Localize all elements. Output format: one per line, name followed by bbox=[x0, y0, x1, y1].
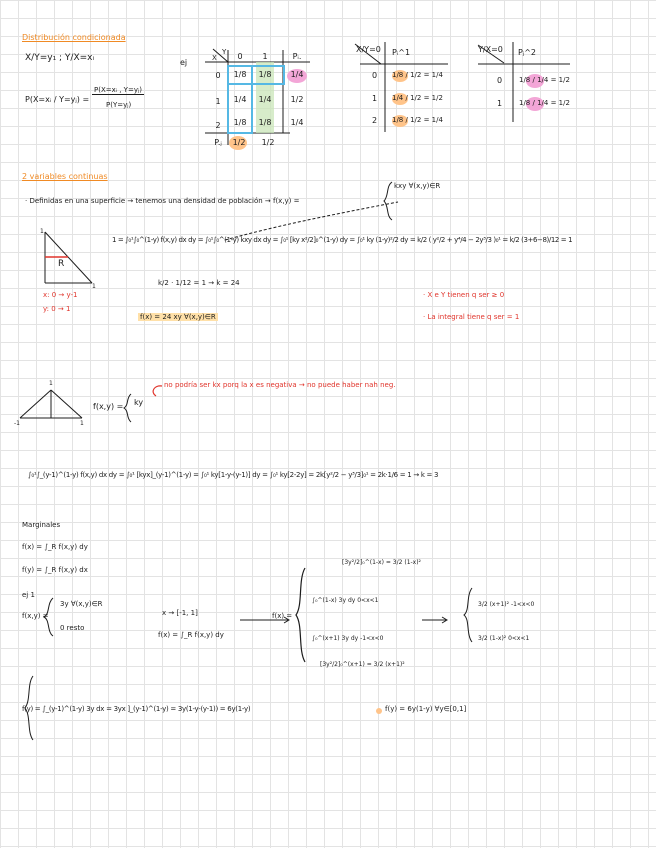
conditional-formula-denominator: P(Y=yⱼ) bbox=[106, 101, 132, 109]
double-integral: 1 = ∫₀¹∫₀^(1-y) f(x,y) dx dy = ∫₀¹∫₀^(1-y) kxy dx dy = ∫₀¹ [ky x²/2]₀^(1-y) dy = ∫₀¹ ky (1-y)²/2 dy = k/2 ( y²/2 + y⁴/4 − 2y³/3 )₀¹ = k/2 (3+6−8)/12 = 1 bbox=[112, 236, 573, 244]
table-cell: 1/8 bbox=[233, 70, 247, 79]
range-y: y: 0 → 1 bbox=[43, 305, 71, 313]
marginal-fx: f(x) = ∫_R f(x,y) dy bbox=[22, 543, 88, 551]
joint-density-case2: 0 resto bbox=[60, 624, 85, 632]
conditional-formula-lhs: P(X=xᵢ / Y=yⱼ) = bbox=[25, 95, 90, 104]
table-cell: 1/8 / 1/2 = 1/4 bbox=[392, 71, 443, 79]
col-header: 1 bbox=[262, 52, 268, 61]
row-label: 0 bbox=[215, 71, 221, 80]
marginal-fy: f(y) = ∫_R f(x,y) dx bbox=[22, 566, 88, 574]
fy-result: f(y) = 6y(1-y) ∀y∈[0,1] bbox=[385, 705, 467, 713]
eval-upper: [3y²/2]₀^(1-x) = 3/2 (1-x)² bbox=[342, 559, 421, 566]
table-cell: 1/4 bbox=[233, 95, 247, 104]
triangle2-label-top: 1 bbox=[49, 380, 53, 387]
triangle-label-top: 1 bbox=[40, 228, 44, 235]
note-positive: · X e Y tienen q ser ≥ 0 bbox=[423, 291, 505, 299]
piece-1: ∫₀^(1-x) 3y dy 0<x<1 bbox=[312, 597, 379, 604]
eval-lower: [3y²/2]₀^(x+1) = 3/2 (x+1)² bbox=[320, 661, 405, 668]
table-cell: 1/8 bbox=[233, 118, 247, 127]
row-label: 2 bbox=[372, 116, 378, 125]
fx-result-2: 3/2 (1-x)² 0<x<1 bbox=[478, 635, 530, 642]
table-cell: 1/4 bbox=[258, 95, 272, 104]
col-header: Pᵢ^1 bbox=[392, 48, 411, 57]
table-cell: 1/4 / 1/2 = 1/2 bbox=[392, 94, 443, 102]
table-corner-x: X bbox=[212, 54, 217, 62]
table-cell: 1/8 / 1/2 = 1/4 bbox=[392, 116, 443, 124]
marginales-title: Marginales bbox=[22, 521, 61, 529]
row-label: 0 bbox=[497, 76, 503, 85]
triangle-region-1 bbox=[45, 232, 92, 283]
joint-density-case1: 3y ∀(x,y)∈R bbox=[60, 600, 103, 608]
example-1-label: ej 1 bbox=[22, 591, 35, 599]
marginal-label: P.ⱼ bbox=[214, 138, 222, 147]
definition-case: kxy ∀(x,y)∈R bbox=[394, 182, 441, 190]
example2-note: no podría ser kx porq la x es negativa → no puede haber nah neg. bbox=[164, 381, 396, 389]
conditional-notation: X/Y=y₁ ; Y/X=xᵢ bbox=[25, 53, 95, 63]
row-label: 0 bbox=[372, 71, 378, 80]
table-cell: 1/2 bbox=[261, 138, 275, 147]
conditional-formula-numerator: P(X=xᵢ , Y=yⱼ) bbox=[94, 86, 142, 94]
fx-result-1: 3/2 (x+1)² -1<x<0 bbox=[478, 601, 535, 608]
col-header: Pⱼ^2 bbox=[518, 48, 537, 57]
table-cell: 1/2 bbox=[232, 138, 246, 147]
table-cell: 1/2 bbox=[290, 95, 304, 104]
section-title-continuous: 2 variables continuas bbox=[22, 172, 108, 181]
row-label: 2 bbox=[215, 121, 221, 130]
piece-2: ∫₀^(x+1) 3y dy -1<x<0 bbox=[312, 635, 384, 642]
example2-case: ky bbox=[134, 398, 144, 407]
example2-integral: ∫₀¹∫_(y-1)^(1-y) f(x,y) dx dy = ∫₀¹ [kyx]_(y-1)^(1-y) = ∫₀¹ ky[1-y-(y-1)] dy = ∫₀¹ ky[2-2y] = 2k[y²/2 − y³/3]₀¹ = 2k·1/6 = 1 → k = 3 bbox=[28, 471, 439, 479]
triangle-label-right: 1 bbox=[92, 283, 96, 290]
fx-integral: f(x) = ∫_R f(x,y) dy bbox=[158, 631, 224, 639]
table-cell: 1/4 bbox=[290, 118, 304, 127]
col-header: Pᵢ. bbox=[292, 52, 302, 61]
density-result: f(x) = 24 xy ∀(x,y)∈R bbox=[140, 313, 216, 321]
table-cell: 1/8 / 1/4 = 1/2 bbox=[519, 99, 570, 107]
table-cell: 1/8 bbox=[258, 70, 272, 79]
triangle-region-2 bbox=[20, 390, 82, 418]
triangle2-label-right: 1 bbox=[80, 420, 84, 427]
row-label: 1 bbox=[497, 99, 503, 108]
example-label: ej bbox=[180, 58, 188, 67]
range-x: x: 0 → y-1 bbox=[43, 291, 78, 299]
k-result: k/2 · 1/12 = 1 → k = 24 bbox=[158, 279, 240, 287]
table-cell: 1/8 bbox=[258, 118, 272, 127]
table-header: Y/X=0 bbox=[478, 45, 503, 54]
definition-text: · Definidas en una superficie → tenemos una densidad de población → f(x,y) = bbox=[25, 197, 300, 205]
region-label: R bbox=[58, 259, 65, 269]
table-corner-y: Y bbox=[222, 48, 227, 56]
row-label: 1 bbox=[215, 97, 221, 106]
fx-definition: f(x) = bbox=[272, 612, 293, 620]
table-cell: 1/4 bbox=[290, 70, 304, 79]
triangle2-label-left: -1 bbox=[14, 420, 20, 427]
row-label: 1 bbox=[372, 94, 378, 103]
section-title-conditional: Distribución condicionada bbox=[22, 33, 126, 42]
x-range: x → [-1, 1] bbox=[162, 609, 198, 617]
table-cell: 1/8 / 1/4 = 1/2 bbox=[519, 76, 570, 84]
red-arrow bbox=[153, 386, 162, 396]
table-header: X/Y=0 bbox=[356, 45, 381, 54]
dashed-connector bbox=[225, 202, 398, 240]
joint-density: f(x,y) = bbox=[22, 612, 49, 620]
note-integral: · La integral tiene q ser = 1 bbox=[423, 313, 520, 321]
fy-calculation: f(y) = ∫_(y-1)^(1-y) 3y dx = 3yx ]_(y-1)^(1-y) = 3y(1-y-(y-1)) = 6y(1-y) bbox=[22, 705, 251, 713]
col-header: 0 bbox=[237, 52, 243, 61]
example2-function: f(x,y) = bbox=[93, 402, 124, 411]
